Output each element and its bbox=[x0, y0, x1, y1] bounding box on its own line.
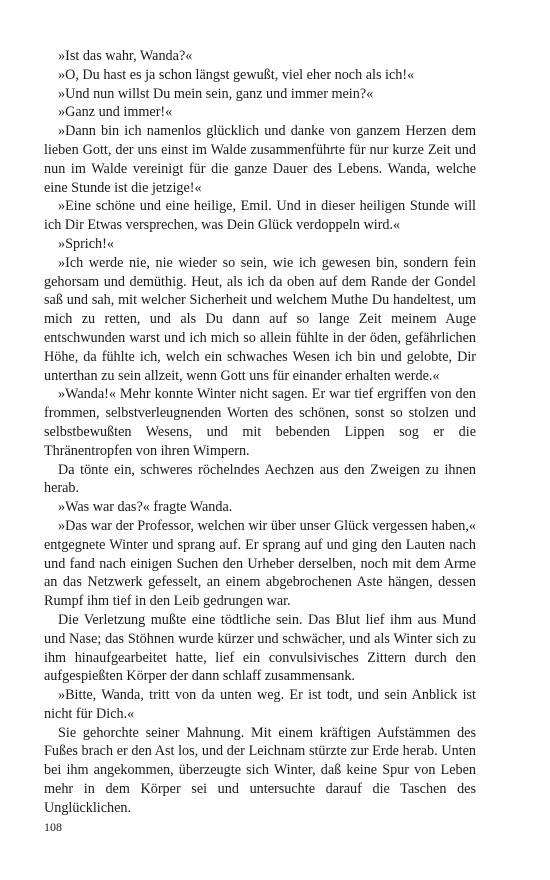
paragraph: »Ganz und immer!« bbox=[58, 104, 173, 121]
paragraph: »Ich werde nie, nie wieder so sein, wie ich gewesen bin, sondern fein gehorsam und demüthig. Heut, als ich da oben auf dem Rande der Gondel saß und sah, mit welcher Sicherheit und welchem Muthe Du handeltest, um mich zu retten, und als Du dann auf so lange Zeit meinem Auge entschwunden warst und ich mich so allein fühlte in der öden, gefährlichen Höhe, da fühlte ich, welch ein schwaches Wesen ich bin und gelobte, Dir unterthan zu sein allzeit, wenn Gott uns für einander erhalten werde.« bbox=[44, 254, 476, 384]
body-text bbox=[44, 47, 476, 818]
paragraph: »Eine schöne und eine heilige, Emil. Und in dieser heiligen Stunde will ich Dir Etwas versprechen, was Dein Glück verdoppeln wird.« bbox=[44, 198, 476, 234]
paragraph: »Was war das?« fragte Wanda. bbox=[58, 499, 233, 516]
paragraph: »Sprich!« bbox=[58, 235, 114, 252]
paragraph: »O, Du hast es ja schon längst gewußt, viel eher noch als ich!« bbox=[58, 66, 415, 83]
paragraph: »Bitte, Wanda, tritt von da unten weg. Er ist todt, und sein Anblick ist nicht für Dich.« bbox=[44, 687, 476, 722]
paragraph: Die Verletzung mußte eine tödtliche sein. Das Blut lief ihm aus Mund und Nase; das Stöhnen wurde kürzer und schwächer, und als Winter sich zu ihm hinaufgearbeitet hatte, lief ein convulsivisches Zittern durch den aufgespießten Körper der dann schlaff zusammensank. bbox=[44, 611, 476, 685]
paragraph: »Das war der Professor, welchen wir über unser Glück vergessen haben,« entgegnete Winter und sprang auf. Er sprang auf und ging den Lauten nach und fand nach einigen Suchen den Urheber derselben, noch mit dem Arme an das Netzwerk gefesselt, an einem abgebrochenen Aste hängen, dessen Rumpf ihm tief in den Leib gedrungen war. bbox=[44, 517, 476, 610]
paragraph: »Und nun willst Du mein sein, ganz und immer mein?« bbox=[58, 85, 374, 102]
paragraph: »Ist das wahr, Wanda?« bbox=[58, 48, 193, 64]
paragraph: »Dann bin ich namenlos glücklich und danke von ganzem Herzen dem lieben Gott, der uns einst im Walde zusammenführte für nur kurze Zeit und nun im Walde vereinigt für die ganze Dauer des Lebens. Wanda, welche eine Stunde ist die jetzige!« bbox=[44, 123, 476, 196]
paragraph: »Wanda!« Mehr konnte Winter nicht sagen. Er war tief ergriffen von den frommen, selbstverleugnenden Worten des schönen, sonst so stolzen und selbstbewußten Wesens, und mit bebenden Lippen sog er die Thränentropfen von ihren Wimpern. bbox=[44, 386, 476, 459]
page-number: 108 bbox=[44, 820, 62, 834]
paragraph: Da tönte ein, schweres röchelndes Aechzen aus den Zweigen zu ihnen herab. bbox=[44, 461, 476, 497]
paragraph: Sie gehorchte seiner Mahnung. Mit einem kräftigen Aufstämmen des Fußes brach er den Ast los, und der Leichnam stürzte zur Erde herab. Unten bei ihm angekommen, überzeugte sich Winter, daß keine Spur von Leben mehr in dem Körper sei und untersuchte darauf die Taschen des Unglücklichen. bbox=[44, 724, 476, 816]
